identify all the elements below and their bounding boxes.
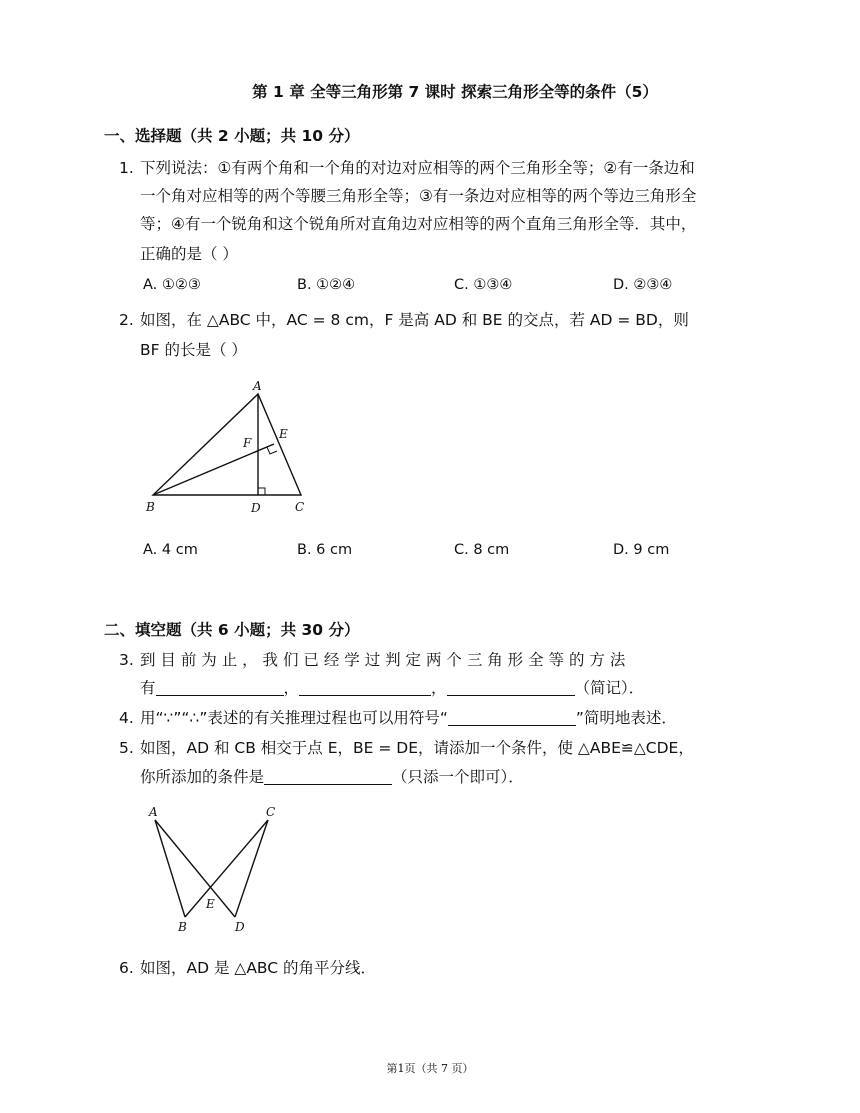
q5-label-d: D <box>235 920 245 934</box>
q3-number: 3. <box>119 651 134 669</box>
q4-suffix: ”简明地表述． <box>575 709 677 727</box>
q1-line-1: 下列说法：①有两个角和一个角的对边对应相等的两个三角形全等；②有一条边和 <box>140 159 695 177</box>
q2-line-2: BF 的长是（ ） <box>140 341 247 359</box>
section-heading-fill: 二、填空题（共 6 小题；共 30 分） <box>104 621 360 639</box>
q2-number: 2. <box>119 311 134 329</box>
q2-label-a: A <box>253 379 262 393</box>
q3-answer-blank-1[interactable] <box>156 679 284 696</box>
q1-line-2: 一个角对应相等的两个等腰三角形全等；③有一条边对应相等的两个等边三角形全 <box>140 187 697 205</box>
q2-label-c: C <box>295 500 305 514</box>
section-heading-choice: 一、选择题（共 2 小题；共 10 分） <box>104 127 360 145</box>
q4-line <box>140 704 677 732</box>
q5-line2-prefix: 你所添加的条件是 <box>140 768 265 786</box>
q5-line2-suffix: （只添一个即可）． <box>392 768 524 786</box>
q3-line-1: 到 目 前 为 止 ， 我 们 已 经 学 过 判 定 两 个 三 角 形 全 等 的 方 法 <box>140 651 626 669</box>
q2-option-d: D. 9 cm <box>613 542 670 558</box>
q5-line-1: 如图，AD 和 CB 相交于点 E，BE = DE，请添加一个条件，使 △ABE≌△CDE， <box>140 739 694 757</box>
q5-label-e: E <box>206 897 215 911</box>
q1-option-b: B. ①②④ <box>297 277 356 293</box>
q5-number: 5. <box>119 739 134 757</box>
q2-label-f: F <box>243 436 252 450</box>
page-footer: 第1页（共 7 页） <box>386 1062 474 1075</box>
q4-prefix: 用“∵”“∴”表述的有关推理过程也可以用符号“ <box>140 709 448 727</box>
q2-triangle-figure <box>140 374 320 520</box>
q4-answer-blank[interactable] <box>448 709 576 726</box>
q1-option-a: A. ①②③ <box>143 277 201 293</box>
q3-line2-prefix: 有 <box>140 679 156 697</box>
q2-option-c: C. 8 cm <box>454 542 510 558</box>
q3-line2-suffix: （简记）． <box>574 679 645 697</box>
q6-number: 6. <box>119 959 134 977</box>
q3-answer-blank-2[interactable] <box>299 679 431 696</box>
q6-line-1: 如图，AD 是 △ABC 的角平分线． <box>140 959 377 977</box>
q5-crossing-figure <box>140 800 290 940</box>
q5-label-b: B <box>178 920 187 934</box>
q1-number: 1. <box>119 159 134 177</box>
q3-sep-2: ， <box>431 679 447 697</box>
q2-label-e: E <box>279 427 288 441</box>
page-title: 第 1 章 全等三角形第 7 课时 探索三角形全等的条件（5） <box>252 83 658 101</box>
q5-line-2 <box>140 763 524 791</box>
q3-answer-blank-3[interactable] <box>447 679 575 696</box>
q2-label-b: B <box>146 500 155 514</box>
q1-line-3: 等；④有一个锐角和这个锐角所对直角边对应相等的两个直角三角形全等．其中， <box>140 215 697 233</box>
q5-label-a: A <box>149 805 158 819</box>
q5-label-c: C <box>266 805 276 819</box>
q3-line-2 <box>140 674 644 702</box>
q2-option-a: A. 4 cm <box>143 542 198 558</box>
q1-line-4: 正确的是（ ） <box>140 245 238 263</box>
q2-line-1: 如图，在 △ABC 中，AC = 8 cm，F 是高 AD 和 BE 的交点，若 AD = BD，则 <box>140 311 689 329</box>
q2-label-d: D <box>251 501 261 515</box>
q1-option-d: D. ②③④ <box>613 277 673 293</box>
q4-number: 4. <box>119 709 134 727</box>
q3-sep-1: ， <box>283 679 300 697</box>
q5-answer-blank[interactable] <box>264 768 392 785</box>
q1-option-c: C. ①③④ <box>454 277 513 293</box>
q2-option-b: B. 6 cm <box>297 542 353 558</box>
